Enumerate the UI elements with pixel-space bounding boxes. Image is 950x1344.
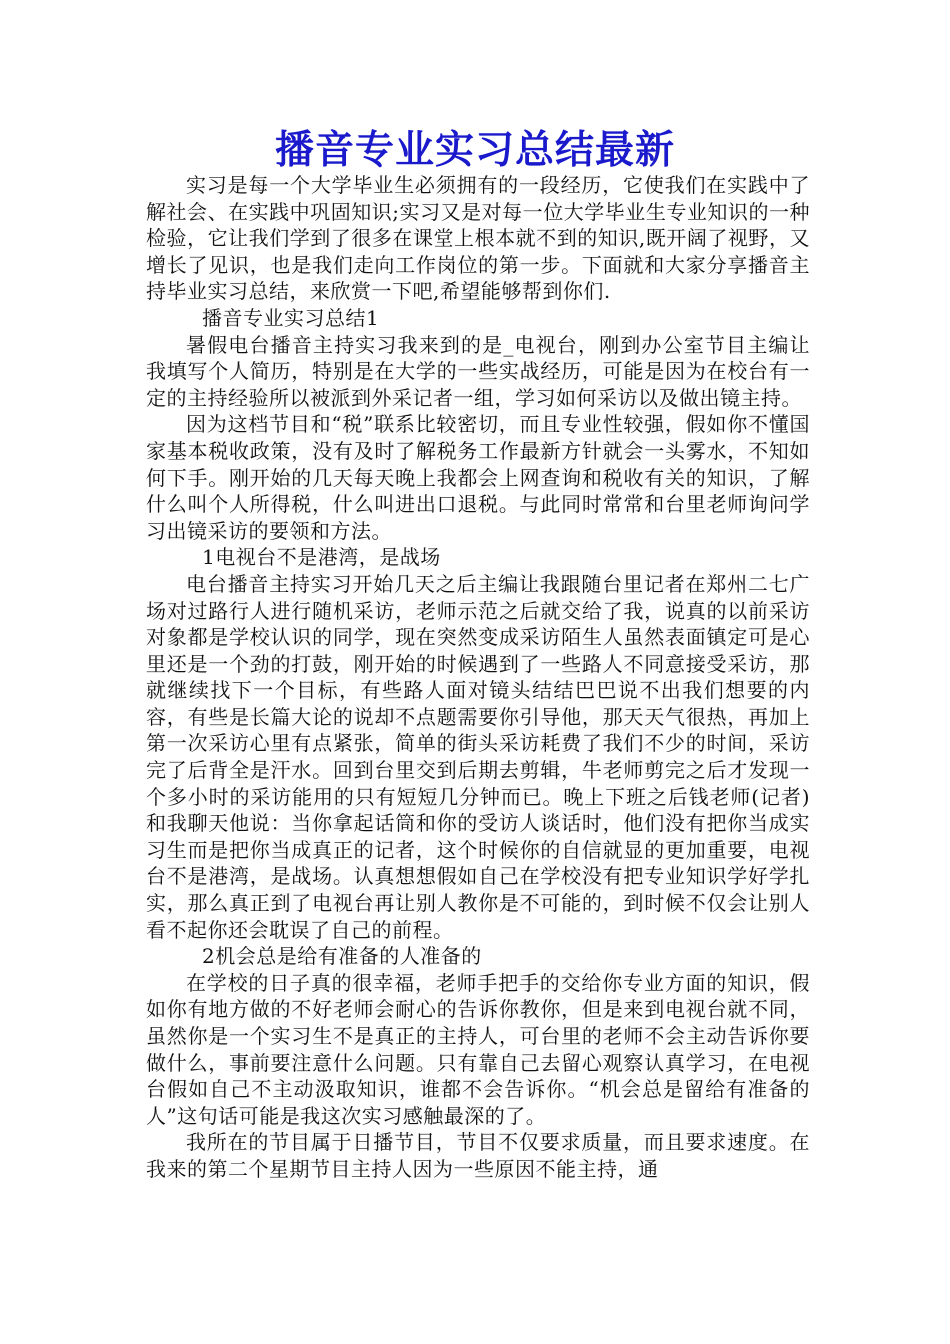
body-paragraph: 暑假电台播音主持实习我来到的是_电视台，刚到办公室节目主编让我填写个人简历，特别是在大学的一些实战经历，可能是因为在校台有一定的主持经验所以被派到外采记者一组，学习如何采访以及做出镜主持。 xyxy=(146,332,810,410)
section-heading-1: 1电视台不是港湾，是战场 xyxy=(202,545,441,570)
body-paragraph: 电台播音主持实习开始几天之后主编让我跟随台里记者在郑州二七广场对过路行人进行随机采访，老师示范之后就交给了我，说真的以前采访对象都是学校认识的同学，现在突然变成采访陌生人虽然表面镇定可是心里还是一个劲的打鼓，刚开始的时候遇到了一些路人不同意接受采访，那就继续找下一个目标，有些路人面对镜头结结巴巴说不出我们想要的内容，有些是长篇大论的说却不点题需要你引导他，那天天气很热，再加上第一次采访心里有点紧张，简单的街头采访耗费了我们不少的时间，采访完了后背全是汗水。回到台里交到后期去剪辑，牛老师剪完之后才发现一个多小时的采访能用的只有短短几分钟而已。晚上下班之后钱老师(记者)和我聊天他说：当你拿起话筒和你的受访人谈话时，他们没有把你当成实习生而是把你当成真正的记者，这个时候你的自信就显的更加重要，电视台不是港湾，是战场。认真想想假如自己在学校没有把专业知识学好学扎实，那么真正到了电视台再让别人教你是不可能的，到时候不仅会让别人看不起你还会耽误了自己的前程。 xyxy=(146,571,810,942)
intro-paragraph: 实习是每一个大学毕业生必须拥有的一段经历，它使我们在实践中了解社会、在实践中巩固知识;实习又是对每一位大学毕业生专业知识的一种检验，它让我们学到了很多在课堂上根本就不到的知识,既开阔了视野，又增长了见识，也是我们走向工作岗位的第一步。下面就和大家分享播音主持毕业实习总结，来欣赏一下吧,希望能够帮到你们. xyxy=(146,173,810,304)
body-paragraph: 在学校的日子真的很幸福，老师手把手的交给你专业方面的知识，假如你有地方做的不好老师会耐心的告诉你教你，但是来到电视台就不同，虽然你是一个实习生不是真正的主持人，可台里的老师不会主动告诉你要做什么，事前要注意什么问题。只有靠自己去留心观察认真学习，在电视台假如自己不主动汲取知识，谁都不会告诉你。“机会总是留给有准备的人”这句话可能是我这次实习感触最深的了。 xyxy=(146,970,810,1128)
section-heading-2: 2机会总是给有准备的人准备的 xyxy=(202,944,482,969)
body-paragraph: 我所在的节目属于日播节目，节目不仅要求质量，而且要求速度。在我来的第二个星期节目主持人因为一些原因不能主持，通 xyxy=(146,1130,810,1181)
section-heading-summary-1: 播音专业实习总结1 xyxy=(202,305,380,330)
document-body xyxy=(146,172,810,1183)
document-title: 播音专业实习总结最新 xyxy=(274,127,675,173)
body-paragraph: 因为这档节目和“税”联系比较密切，而且专业性较强，假如你不懂国家基本税收政策，没有及时了解税务工作最新方针就会一头雾水，不知如何下手。刚开始的几天每天晚上我都会上网查询和税收有关的知识，了解什么叫个人所得税，什么叫进出口退税。与此同时常常和台里老师询问学习出镜采访的要领和方法。 xyxy=(146,412,810,543)
